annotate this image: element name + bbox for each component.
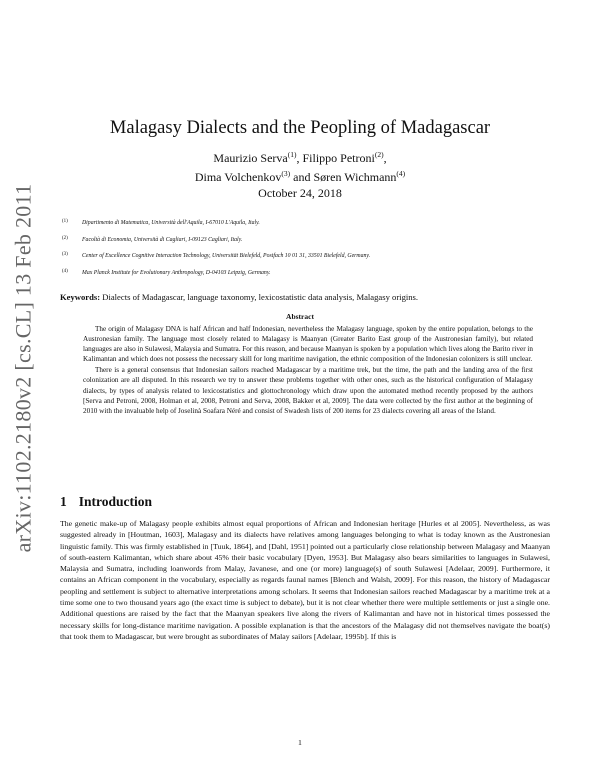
section-heading (60, 494, 152, 510)
keywords (60, 292, 550, 303)
author-name: Søren Wichmann (313, 170, 397, 184)
author-separator: and (290, 170, 314, 184)
author-name: Dima Volchenkov (194, 170, 282, 184)
keywords-text: Dialects of Madagascar, language taxonomy, lexicostatistic data analysis, Malagasy origins. (102, 292, 419, 302)
affiliation-mark: (3) (62, 252, 68, 257)
author-separator: , (383, 151, 387, 165)
affiliation-text: Facoltà di Economia, Università di Cagliari, I-09123 Cagliari, Italy. (82, 236, 243, 243)
keywords-label: Keywords: (60, 292, 101, 302)
affiliation-text: Max Planck Institute for Evolutionary Anthropology, D-04103 Leipzig, Germany. (82, 269, 271, 276)
affiliation-text: Center of Excellence Cognitive Interaction Technology, Universität Bielefeld, Postfach 10 01 31, 33501 Bielefeld, Germany. (82, 253, 371, 259)
abstract-body (83, 324, 533, 417)
paper-date: October 24, 2018 (258, 186, 342, 200)
author-name: Maurizio Serva (213, 151, 288, 165)
affiliation-mark: (4) (62, 268, 68, 274)
paper-title: Malagasy Dialects and the Peopling of Madagascar (109, 118, 491, 138)
abstract-heading: Abstract (286, 312, 314, 321)
author-name: Filippo Petroni (302, 151, 375, 165)
author-mark: (1) (287, 150, 297, 159)
author-mark: (2) (374, 150, 384, 159)
section-title: Introduction (78, 494, 153, 509)
affiliation (62, 236, 552, 244)
author-mark: (3) (281, 169, 291, 178)
affiliation (62, 269, 552, 277)
affiliation (62, 219, 552, 227)
affiliation-text: Dipartimento di Matematica, Università dell'Aquila, I-67010 L'Aquila, Italy. (82, 220, 260, 226)
affiliation-mark: (2) (62, 235, 68, 241)
author-block (60, 147, 540, 185)
author-separator: , (296, 151, 303, 165)
body-paragraph: The genetic make-up of Malagasy people exhibits almost equal proportions of African and Indonesian heritage [Hurles et al 2005]. Nevertheless, as was suggested already in [Houtman, 1603], Malagasy and its dialects have relatives among languages belonging to what is today known as the Austronesian linguistic family. This was firmly established in [Tuuk, 1864], and [Dahl, 1951] pointed out a particularly close relationship between Malagasy and Maanyan of south-eastern Kalimantan, which share about 45% their basic vocabulary [Dyen, 1953]. But Malagasy also bears similarities to languages in Sulawesi, Malaysia and Sumatra, including loanwords from Malay, Javanese, and one (or more) language(s) of south Sulawesi [Adelaar, 2009]. Furthermore, it contains an African component in the vocabulary, especially as regards faunal names [Blench and Walsh, 2009]. For this reason, the history of Madagascar peopling and settlement is subject to alternative interpretations among scholars. It seems that Indonesian sailors reached Madagascar by a maritime trek at a time some one to two thousand years ago (the exact time is subject to debate), but it is not clear whether there were multiple settlements or just a single one. Additional questions are raised by the fact that the Maanyan speakers live along the rivers of Kalimantan and have not in historical times possessed the necessary skills for long-distance maritime navigation. A possible explanation is that the ancestors of the Malagasy did not themselves navigate the boat(s) that took them to Madagascar, but were brought as subordinates of Malay sailors [Adelaar, 1995b]. If this is (60, 519, 550, 641)
section-number: 1 (60, 494, 67, 509)
arxiv-stamp (6, 183, 40, 553)
author-mark: (4) (396, 169, 406, 178)
abstract-paragraph: The origin of Malagasy DNA is half African and half Indonesian, nevertheless the Malagasy language, spoken by the entire population, belongs to the Austronesian family. The language most closely related to Malagasy is Maanyan (Greater Barito East group of the Austronesian family), but related languages are also in Sulawesi, Malaysia and Sumatra. For this reason, and because Maanyan is spoken by a population which lives along the Barito river in Kalimantan and which does not possess the necessary skill for long maritime navigation, the ethnic composition of the Indonesian colonizers is still unclear. (83, 325, 533, 364)
affiliation-mark: (1) (62, 219, 68, 224)
affiliation-list (62, 219, 552, 285)
page-number: 1 (298, 738, 302, 747)
arxiv-id: arXiv:1102.2180v2 [cs.CL] 13 Feb 2011 (10, 183, 36, 553)
affiliation (62, 252, 552, 260)
abstract-paragraph: There is a general consensus that Indonesian sailors reached Madagascar by a maritime trek, but the time, the path and the landing area of the first colonization are all disputed. In this research we try to answer these problems together with other ones, such as the historical configuration of Malagasy dialects, by types of analysis related to lexicostatistics and glottochronology which draw upon the automated method recently proposed by the authors [Serva and Petroni, 2008, Holman et al, 2008, Petroni and Serva, 2008, Bakker et al, 2009]. The data were collected by the first author at the beginning of 2010 with the invaluable help of Joselinà Soafara Néré and consist of Swadesh lists of 200 items for 23 dialects covering all areas of the Island. (83, 366, 533, 415)
body-text (60, 518, 550, 642)
